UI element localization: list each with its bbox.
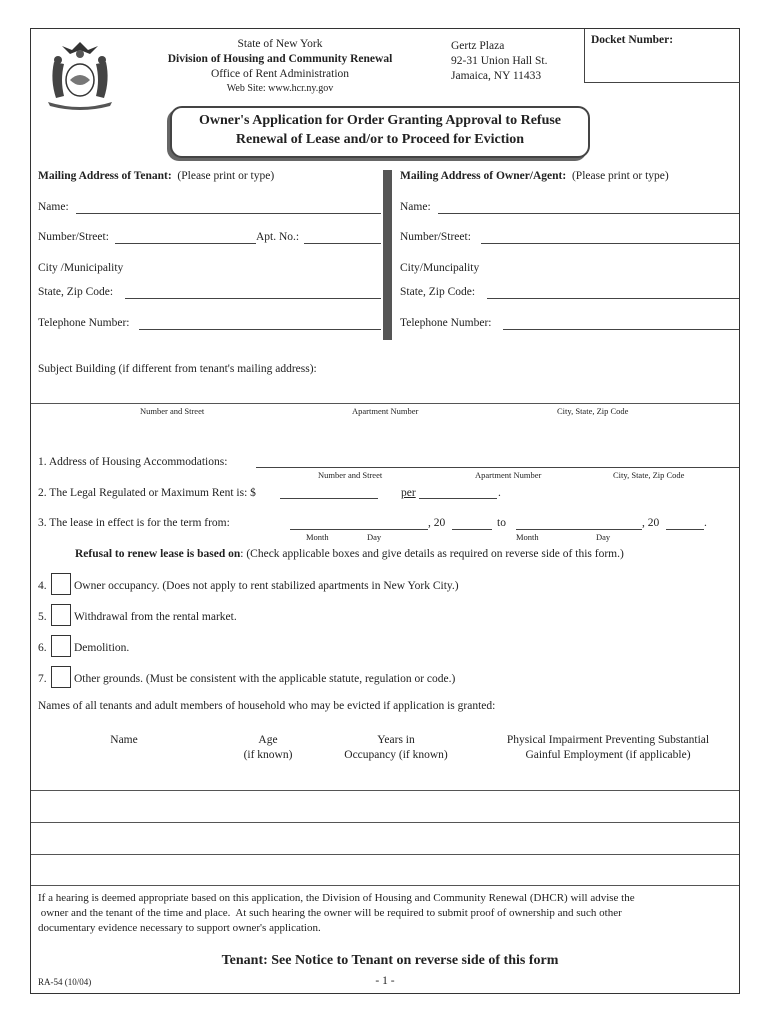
household-row-line-4 (31, 885, 739, 886)
subject-caption-city: City, State, Zip Code (557, 406, 629, 416)
header-office: Office of Rent Administration (210, 68, 350, 80)
option-5-number: 5. (38, 611, 47, 623)
address-line-2: 92-31 Union Hall St. (451, 55, 548, 67)
tenant-notice: Tenant: See Notice to Tenant on reverse side of this form (221, 953, 559, 968)
title-line-2: Renewal of Lease and/or to Proceed for Eviction (235, 132, 525, 147)
option-4-label: Owner occupancy. (Does not apply to rent stabilized apartments in New York City.) (74, 580, 459, 592)
option-7-label: Other grounds. (Must be consistent with the applicable statute, regulation or code.) (74, 673, 456, 685)
owner-name-field[interactable] (438, 213, 739, 214)
owner-heading-label: Mailing Address of Owner/Agent: (400, 170, 567, 182)
lease-end-date-field[interactable] (516, 529, 642, 530)
owner-state-field[interactable] (487, 298, 739, 299)
col-phys-header-1: Physical Impairment Preventing Substantial (506, 734, 710, 746)
col-age-header-2: (if known) (243, 749, 293, 761)
state-seal-icon (42, 40, 118, 112)
item-1-caption-apt: Apartment Number (475, 470, 542, 480)
refusal-label: Refusal to renew lease is based on (75, 548, 241, 560)
withdrawal-checkbox[interactable] (51, 604, 71, 626)
item-3-comma-20-a: , 20 (428, 517, 446, 529)
item-3-month-a: Month (306, 532, 329, 542)
lease-end-year-field[interactable] (666, 529, 704, 530)
household-row-1[interactable] (31, 791, 739, 821)
owner-state-label: State, Zip Code: (400, 286, 476, 298)
owner-city-label: City/Muncipality (400, 262, 480, 274)
tenant-heading (38, 170, 274, 182)
demolition-checkbox[interactable] (51, 635, 71, 657)
item-3-comma-20-b: , 20 (642, 517, 660, 529)
item-3-to: to (497, 517, 506, 529)
owner-phone-field[interactable] (503, 329, 739, 330)
item-3-day-a: Day (367, 532, 382, 542)
tenant-street-field[interactable] (115, 243, 256, 244)
item-3-end: . (704, 517, 707, 529)
column-divider (383, 170, 392, 340)
tenant-heading-hint: (Please print or type) (177, 170, 275, 182)
tenant-state-label: State, Zip Code: (38, 286, 114, 298)
item-2-label: 2. The Legal Regulated or Maximum Rent is: $ (38, 487, 256, 499)
col-age-header-1: Age (258, 734, 278, 746)
tenant-phone-field[interactable] (139, 329, 381, 330)
hearing-text-line-1: If a hearing is deemed appropriate based on this application, the Division of Housing and Community Renewal (DHCR) will advise the (38, 892, 635, 904)
option-4-number: 4. (38, 580, 47, 592)
item-1-caption-city: City, State, Zip Code (613, 470, 685, 480)
col-years-header-1: Years in (377, 734, 415, 746)
subject-caption-street: Number and Street (140, 406, 205, 416)
form-id: RA-54 (10/04) (38, 977, 92, 987)
owner-occupancy-checkbox[interactable] (51, 573, 71, 595)
option-5-label: Withdrawal from the rental market. (74, 611, 237, 623)
lease-start-year-field[interactable] (452, 529, 492, 530)
tenant-name-field[interactable] (76, 213, 381, 214)
page-number: - 1 - (375, 975, 395, 987)
item-2-per: per (401, 487, 416, 499)
item-3-label: 3. The lease in effect is for the term from: (38, 517, 230, 529)
option-7-number: 7. (38, 673, 47, 685)
item-1-caption-street: Number and Street (318, 470, 383, 480)
subject-building-label: Subject Building (if different from tenant's mailing address): (38, 363, 317, 375)
other-grounds-checkbox[interactable] (51, 666, 71, 688)
header-state: State of New York (237, 38, 323, 50)
tenant-phone-label: Telephone Number: (38, 317, 130, 329)
tenant-state-field[interactable] (125, 298, 381, 299)
option-6-label: Demolition. (74, 642, 130, 654)
rent-period-field[interactable] (419, 498, 497, 499)
item-3-day-b: Day (596, 532, 611, 542)
hearing-text-line-3: documentary evidence necessary to support owner's application. (38, 922, 321, 934)
docket-number-box[interactable] (584, 29, 740, 83)
tenant-name-label: Name: (38, 201, 69, 213)
tenant-street-label: Number/Street: (38, 231, 109, 243)
owner-name-label: Name: (400, 201, 431, 213)
housing-address-field[interactable] (256, 467, 739, 468)
title-box (170, 106, 590, 158)
refusal-instruction (75, 548, 624, 560)
tenant-apt-label: Apt. No.: (256, 231, 300, 243)
owner-street-field[interactable] (481, 243, 739, 244)
col-phys-header-2: Gainful Employment (if applicable) (525, 749, 691, 761)
tenant-apt-field[interactable] (304, 243, 381, 244)
owner-heading (400, 170, 669, 182)
col-years-header-2: Occupancy (if known) (344, 749, 448, 761)
subject-caption-apt: Apartment Number (352, 406, 419, 416)
household-intro: Names of all tenants and adult members of household who may be evicted if application is granted: (38, 700, 496, 712)
header-website: Web Site: www.hcr.ny.gov (226, 83, 334, 94)
item-1-label: 1. Address of Housing Accommodations: (38, 456, 228, 468)
hearing-text-line-2: owner and the tenant of the time and place. At such hearing the owner will be required to submit proof of ownership and such other (38, 907, 622, 919)
docket-number-label: Docket Number: (591, 34, 674, 46)
tenant-heading-label: Mailing Address of Tenant: (38, 170, 172, 182)
col-name-header: Name (110, 734, 138, 746)
tenant-city-label: City /Municipality (38, 262, 124, 274)
header-division: Division of Housing and Community Renewal (167, 53, 393, 65)
title-line-1: Owner's Application for Order Granting Approval to Refuse (198, 113, 562, 128)
owner-street-label: Number/Street: (400, 231, 471, 243)
rent-amount-field[interactable] (280, 498, 378, 499)
item-2-end: . (498, 487, 501, 499)
refusal-hint: : (Check applicable boxes and give details as required on reverse side of this form.) (240, 548, 624, 560)
household-row-2[interactable] (31, 823, 739, 853)
owner-heading-hint: (Please print or type) (571, 170, 669, 182)
household-row-3[interactable] (31, 855, 739, 885)
subject-building-field[interactable] (31, 403, 739, 404)
owner-phone-label: Telephone Number: (400, 317, 492, 329)
item-3-month-b: Month (516, 532, 539, 542)
address-line-1: Gertz Plaza (451, 40, 505, 52)
option-6-number: 6. (38, 642, 47, 654)
address-line-3: Jamaica, NY 11433 (451, 70, 542, 82)
lease-start-date-field[interactable] (290, 529, 428, 530)
